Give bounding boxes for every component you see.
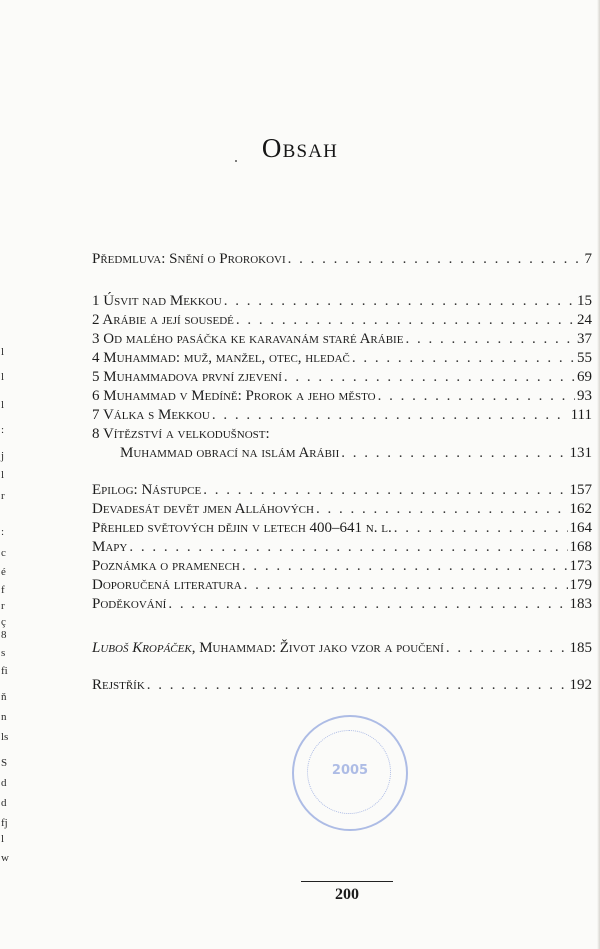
toc-entry-label <box>92 500 314 519</box>
dot-leader <box>168 595 567 614</box>
toc-entry-title: Devadesát devět jmen Alláhových <box>92 501 314 517</box>
toc-entry-title: Rejstřík <box>92 677 145 693</box>
toc-entry-page: 157 <box>569 482 592 498</box>
toc-entry-title: Mapy <box>92 539 128 555</box>
toc-entry-title: Přehled světových dějin v letech 400–641 n. l. <box>92 520 392 536</box>
bleed-glyph: é <box>1 566 6 578</box>
toc-entry-title: Muhammad obrací na islám Arábii <box>120 445 340 461</box>
toc-entry-page: 192 <box>569 677 592 693</box>
toc-entry-page: 179 <box>569 577 592 593</box>
toc-entry-label <box>92 250 286 269</box>
bleed-glyph: : <box>1 526 5 538</box>
dot-leader <box>284 368 575 387</box>
toc-entry-label <box>92 639 444 658</box>
toc-entry-label <box>92 519 392 538</box>
bleed-glyph: f <box>1 584 5 596</box>
bleed-glyph: l <box>1 346 5 358</box>
toc-entry-page: 183 <box>569 596 592 612</box>
toc-entry-title: Epilog: Nástupce <box>92 482 202 498</box>
bleed-glyph: ls <box>1 731 9 743</box>
bleed-glyph: s <box>1 647 6 659</box>
toc-entry-page: 37 <box>577 331 592 347</box>
toc-entry[interactable] <box>92 595 592 614</box>
dot-leader <box>212 406 569 425</box>
toc-entry-page: 15 <box>577 293 592 309</box>
toc-entry[interactable] <box>92 538 592 557</box>
toc-group-gap <box>92 614 592 639</box>
toc-entry-page: 24 <box>577 312 592 328</box>
toc-entry-page: 168 <box>569 539 592 555</box>
toc-entry-label <box>92 576 242 595</box>
toc-entry-page: 69 <box>577 369 592 385</box>
toc-entry-label <box>92 349 350 368</box>
toc-entry-label <box>120 444 339 463</box>
dot-leader <box>242 557 568 576</box>
toc-group-gap <box>92 658 592 676</box>
toc-entry[interactable] <box>92 311 592 330</box>
toc-entry-page: 93 <box>577 388 592 404</box>
page-title: Obsah <box>261 133 339 163</box>
toc-entry-label <box>92 292 222 311</box>
toc-entry[interactable] <box>92 557 592 576</box>
dot-leader <box>147 676 568 695</box>
dot-leader <box>236 311 575 330</box>
dot-leader <box>378 387 575 406</box>
toc-entry[interactable] <box>92 406 592 425</box>
bleed-glyph: j <box>1 450 5 462</box>
dot-leader <box>405 330 575 349</box>
bleed-glyph: r <box>1 490 5 502</box>
bleed-glyph: ç <box>1 616 6 628</box>
toc-entry-label <box>92 311 234 330</box>
bleed-glyph: r <box>1 600 5 612</box>
toc-entry[interactable] <box>92 500 592 519</box>
toc-entry[interactable] <box>92 368 592 387</box>
toc-entry[interactable] <box>92 425 592 444</box>
toc-group-gap <box>92 463 592 481</box>
bleed-glyph: l <box>1 469 5 481</box>
bleed-glyph: ň <box>1 691 7 703</box>
toc-entry-title: Poznámka o pramenech <box>92 558 240 574</box>
toc-entry-title: 6 Muhammad v Medíně: Prorok a jeho město <box>92 388 376 404</box>
toc-group-gap <box>92 269 592 292</box>
toc-entry-author: Luboš Kropáček <box>92 640 192 656</box>
bleed-glyph: c <box>1 547 6 559</box>
toc-entry-page: 162 <box>569 501 592 517</box>
toc-entry-title: 5 Muhammadova první zjevení <box>92 369 282 385</box>
bleed-glyph: d <box>1 777 7 789</box>
toc-entry-label <box>92 481 201 500</box>
toc-entry-title: 4 Muhammad: muž, manžel, otec, hledač <box>92 350 350 366</box>
toc-entry-title: , Muhammad: Život jako vzor a poučení <box>191 640 444 656</box>
toc-entry-label <box>92 676 145 695</box>
library-stamp <box>292 715 408 831</box>
toc-entry-title: 3 Od malého pasáčka ke karavanám staré Arábie <box>92 331 404 347</box>
toc-entry-page: 131 <box>569 445 592 461</box>
dot-leader <box>446 639 568 658</box>
toc-entry-page: 7 <box>584 251 592 267</box>
toc-entry-label <box>92 387 376 406</box>
toc-entry[interactable] <box>92 519 592 538</box>
toc-entry[interactable] <box>92 349 592 368</box>
toc-entry-title: 8 Vítězství a velkodušnost: <box>92 426 270 442</box>
dot-leader <box>341 444 567 463</box>
toc-entry-label <box>92 368 282 387</box>
toc-entry[interactable] <box>92 481 592 500</box>
bleed-glyph: l <box>1 399 5 411</box>
dot-leader <box>129 538 567 557</box>
toc-entry[interactable] <box>92 292 592 311</box>
dot-leader <box>316 500 568 519</box>
dot-leader <box>244 576 568 595</box>
toc-entry[interactable] <box>92 387 592 406</box>
bleed-glyph: : <box>1 424 5 436</box>
bleed-glyph: S <box>1 757 8 769</box>
toc-entry-title: Předmluva: Snění o Prorokovi <box>92 251 286 267</box>
footer-rule <box>301 881 393 882</box>
bleed-glyph: fi <box>1 665 8 677</box>
toc-entry[interactable] <box>92 676 592 695</box>
toc-entry-title: Poděkování <box>92 596 167 612</box>
page-number: 200 <box>335 886 359 903</box>
toc-entry-label <box>92 330 403 349</box>
bleed-glyph: n <box>1 711 7 723</box>
toc-entry-page: 185 <box>569 640 592 656</box>
toc-entry-page: 55 <box>577 350 592 366</box>
bleed-glyph: w <box>1 852 9 864</box>
toc-entry-label <box>92 538 127 557</box>
dot-leader <box>288 250 583 269</box>
dot-leader <box>224 292 575 311</box>
toc-entry[interactable] <box>92 444 592 463</box>
toc-entry-label <box>92 406 210 425</box>
toc-entry-label <box>92 425 270 444</box>
toc-entry[interactable] <box>92 576 592 595</box>
toc-entry-title: 2 Arábie a její sousedé <box>92 312 234 328</box>
bleed-glyph: l <box>1 833 5 845</box>
dot-leader <box>352 349 575 368</box>
bleed-glyph: 8 <box>1 629 7 641</box>
toc-entry[interactable] <box>92 330 592 349</box>
toc-entry-label <box>92 557 240 576</box>
toc-entry[interactable] <box>92 639 592 658</box>
dot-leader <box>203 481 567 500</box>
toc-entry-page: 173 <box>569 558 592 574</box>
bleed-glyph: d <box>1 797 7 809</box>
dot-leader <box>394 519 568 538</box>
bleed-glyph: l <box>1 371 5 383</box>
toc-entry-title: 1 Úsvit nad Mekkou <box>92 293 222 309</box>
toc-entry-page: 111 <box>570 407 592 423</box>
bleed-glyph: fj <box>1 817 8 829</box>
table-of-contents <box>92 250 592 695</box>
toc-entry-page: 164 <box>569 520 592 536</box>
toc-entry-title: 7 Válka s Mekkou <box>92 407 210 423</box>
toc-entry-label <box>92 595 166 614</box>
toc-entry[interactable] <box>92 250 592 269</box>
toc-entry-title: Doporučená literatura <box>92 577 242 593</box>
stamp-year: 2005 <box>331 763 369 778</box>
